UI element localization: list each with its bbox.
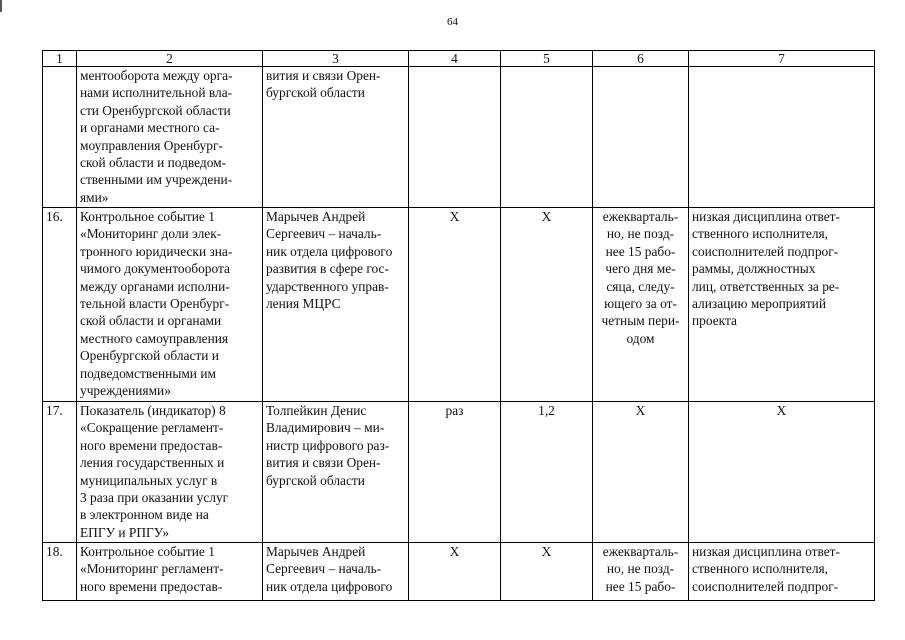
item-name: Контрольное событие 1 «Мониторинг доли элек- тронного юридически зна- чимого документооборота между органами исполни- тельной власти Оренбург- ской области и органами местного самоуправления Оренбургской области и подведомственными им учреждениями» [80, 209, 233, 399]
risk-description: низкая дисциплина ответ- ственного исполнителя, соисполнителей подпрог- [692, 544, 840, 594]
row-number: 17. [43, 402, 77, 543]
table-header-row [43, 51, 875, 67]
responsible-person: Марычев Андрей Сергеевич – началь- ник отдела цифрового развития в сфере гос- ударственного управ- ления МЦРС [266, 209, 393, 312]
cell-col6 [593, 67, 689, 208]
column-header: 3 [263, 51, 409, 67]
table-row [43, 543, 875, 601]
cell-col7 [689, 67, 875, 208]
cell-col4: Х [409, 543, 501, 601]
cell-col4 [409, 67, 501, 208]
cell-col7: Х [689, 402, 875, 543]
reporting-deadline: ежекварталь- но, не позд- нее 15 рабо- чего дня ме- сяца, следу- ющего за от- четным пери- одом [601, 209, 680, 346]
item-name: Контрольное событие 1 «Мониторинг регламент- ного времени предостав- [80, 544, 224, 594]
unit-cell: раз [409, 402, 501, 543]
cell-col5 [501, 67, 593, 208]
scan-edge-mark [0, 0, 2, 12]
row-number: 16. [43, 208, 77, 402]
cell-col6: Х [593, 402, 689, 543]
responsible-person: Марычев Андрей Сергеевич – началь- ник отдела цифрового [266, 544, 393, 594]
reporting-deadline: ежекварталь- но, не позд- нее 15 рабо- [602, 544, 679, 594]
item-name: ментооборота между орга- нами исполнительной вла- сти Оренбургской области и органами местного са- моуправления Оренбург- ской области и подведом- ственными им учреждени- ями» [80, 68, 233, 205]
cell-col5: Х [501, 543, 593, 601]
table-row [43, 208, 875, 402]
cell-col4: Х [409, 208, 501, 402]
table-row [43, 67, 875, 208]
value-cell: 1,2 [501, 402, 593, 543]
row-number [43, 67, 77, 208]
document-table [42, 50, 875, 601]
item-name: Показатель (индикатор) 8 «Сокращение регламент- ного времени предостав- ления государственных и муниципальных услуг в 3 раза при оказании услуг в электронном виде на ЕПГУ и РПГУ» [80, 403, 229, 540]
table-row [43, 402, 875, 543]
row-number: 18. [43, 543, 77, 601]
column-header: 5 [501, 51, 593, 67]
column-header: 2 [77, 51, 263, 67]
responsible-person: Толпейкин Денис Владимирович – ми- нистр цифрового раз- вития и связи Орен- бургской области [266, 403, 390, 488]
column-header: 7 [689, 51, 875, 67]
cell-col5: Х [501, 208, 593, 402]
column-header: 6 [593, 51, 689, 67]
column-header: 4 [409, 51, 501, 67]
responsible-person: вития и связи Орен- бургской области [266, 68, 381, 101]
risk-description: низкая дисциплина ответ- ственного исполнителя, соисполнителей подпрог- раммы, должностных лиц, ответственных за ре- ализацию мероприятий проекта [692, 209, 840, 329]
column-header: 1 [43, 51, 77, 67]
page-number: 64 [447, 16, 458, 28]
